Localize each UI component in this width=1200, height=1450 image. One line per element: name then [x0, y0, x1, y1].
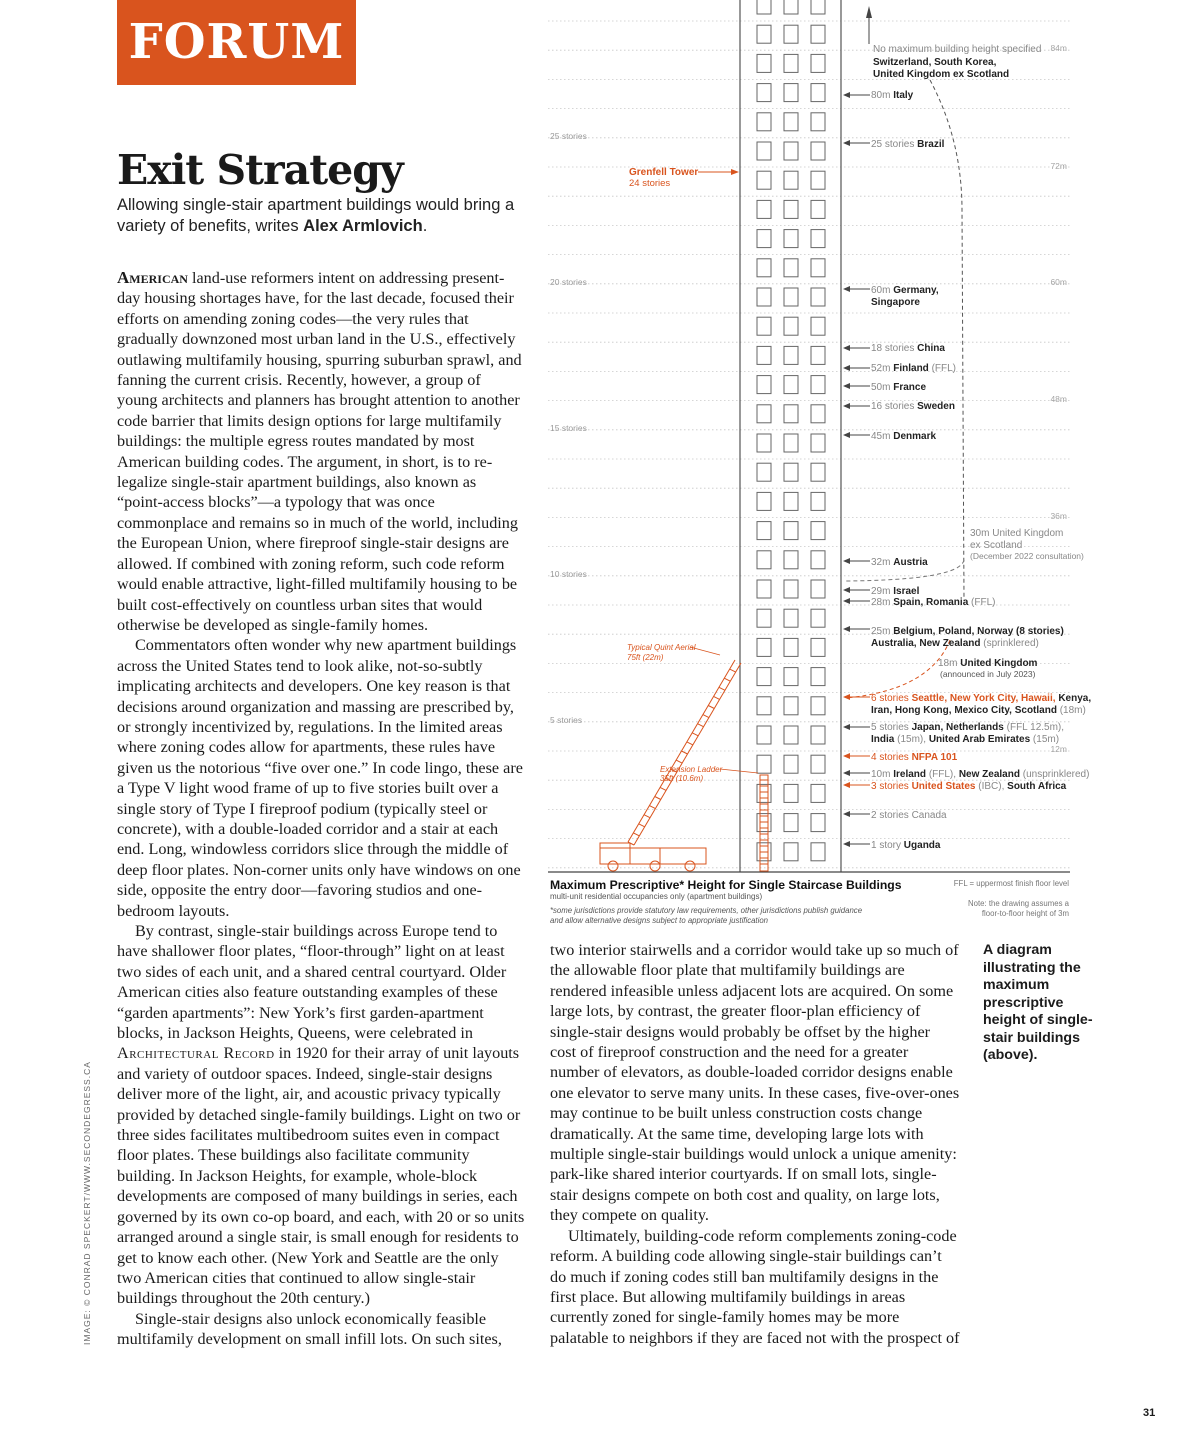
label-uganda: 1 story Uganda [871, 840, 941, 851]
label-uk-2023: 18m United Kingdom [938, 658, 1038, 669]
label-uk-2022-2: ex Scotland [970, 540, 1023, 551]
paragraph-6: Ultimately, building-code reform complements zoning-code reform. A building code allowing single-stair buildings can’t do much if zoning codes still ban multifamily designs in the first place. But allowing multifamily buildings in areas currently zoned for single-family homes may be more palatable to neighbors if they are faced not with the prospect of [550, 1226, 960, 1347]
diagram-footnote-1: *some jurisdictions provide statutory law requirements, other jurisdictions publish guidance [550, 906, 863, 915]
story-label-20: 20 stories [550, 277, 587, 287]
label-brazil: 25 stories Brazil [871, 139, 945, 150]
meter-label-36: 36m [1050, 511, 1067, 521]
dek-end: . [422, 217, 428, 235]
label-singapore: Singapore [871, 297, 920, 308]
diagram-subtitle: multi-unit residential occupancies only (apartment buildings) [550, 892, 763, 901]
height-arrows [843, 92, 870, 847]
label-australia: Australia, New Zealand (sprinklered) [871, 638, 1039, 649]
meter-scale-labels [1050, 43, 1067, 754]
ladder-labels [627, 643, 758, 783]
paragraph-1 [117, 268, 525, 635]
paragraph-3a: By contrast, single-stair buildings across Europe tend to have shallower floor plates, “floor-through” light on at least two sides of each unit, and a shared central courtyard. Older American cities also feature outstanding examples of these “garden apartments”: New York’s first garden-apartment blocks, in Jackson Heights, Queens, were celebrated in [117, 922, 507, 1043]
story-label-25: 25 stories [550, 131, 587, 141]
label-germany: 60m Germany, [871, 285, 939, 296]
label-switzerland: Switzerland, South Korea, [873, 57, 997, 68]
label-nfpa: 4 stories NFPA 101 [871, 752, 958, 763]
page-number: 31 [1143, 1407, 1156, 1419]
publication-name: Architectural Record [117, 1044, 275, 1063]
label-sweden: 16 stories Sweden [871, 401, 955, 412]
label-united-states: 3 stories United States (IBC), South Africa [871, 781, 1067, 792]
story-label-5: 5 stories [550, 715, 583, 725]
tower [740, 0, 841, 872]
diagram-footnote-2: and allow alternative designs subject to appropriate justification [550, 916, 769, 925]
meter-label-72: 72m [1050, 161, 1067, 171]
grenfell-label [629, 167, 739, 189]
label-no-max: No maximum building height specified [873, 44, 1042, 55]
author-name: Alex Armlovich [303, 217, 423, 235]
label-spain: 28m Spain, Romania (FFL) [871, 597, 996, 608]
dek-text: Allowing single-stair apartment buildings would bring a variety of benefits, writes [117, 196, 515, 235]
paragraph-1-text: land-use reformers intent on addressing present-day housing shortages have, for the last decade, focused their efforts on amending zoning codes—the very rules that gradually downzoned most urban land in the U.S., effectively outlawing multifamily housing, spurring suburban sprawl, and fanning the current crisis. Recently, however, a group of young architects and planners has brought attention to another code barrier that limits design options for large multifamily buildings: the multiple egress routes mandated by most American building codes. The argument, in short, is to re-legalize single-stair apartment buildings, also known as “point-access blocks”—a typology that was once commonplace and remains so in much of the world, including the European Union, where fireproof single-stair designs are allowed. If combined with zoning reform, such code reform would enable attractive, light-filled multifamily housing to be built cost-effectively on countless urban sites that would otherwise be developed as single-family homes. [117, 269, 522, 634]
lead-word: American [117, 268, 188, 287]
label-canada: 2 stories Canada [871, 810, 947, 821]
floor-height-note-1: Note: the drawing assumes a [968, 899, 1069, 908]
meter-label-48: 48m [1050, 394, 1067, 404]
label-denmark: 45m Denmark [871, 431, 937, 442]
staircase-diagram [545, 0, 1095, 930]
meter-label-60: 60m [1050, 277, 1067, 287]
label-uk-2022: 30m United Kingdom [970, 528, 1064, 539]
paragraph-5: two interior stairwells and a corridor would take up so much of the allowable floor plate that multifamily buildings are rendered infeasible unless adjacent lots are acquired. On some large lots, by contrast, the greater floor-plan efficiency of single-stair designs would probably be offset by the higher cost of fireproof construction and the need for a greater number of elevators, as double-loaded corridor designs enable one elevator to serve many units. In these cases, five-over-ones may continue to be built unless construction costs change dramatically. At the same time, developing large lots with multiple single-stair buildings would unlock a unique amenity: park-like shared interior courtyards. If on small lots, single-stair designs compete on both cost and quality, on large lots, they compete on quality. [550, 941, 960, 1225]
label-uk-ex-scotland: United Kingdom ex Scotland [873, 69, 1010, 80]
diagram-title: Maximum Prescriptive* Height for Single Staircase Buildings [550, 878, 902, 892]
meter-label-84: 84m [1050, 43, 1067, 53]
svg-text:Extension Ladder: Extension Ladder [660, 765, 723, 774]
story-label-15: 15 stories [550, 423, 587, 433]
figure-caption: A diagram illustrating the maximum prescriptive height of single-stair buildings (above). [983, 942, 1093, 1063]
story-label-10: 10 stories [550, 569, 587, 579]
dek [117, 195, 537, 237]
article-column-2 [550, 940, 960, 1348]
story-scale-labels [550, 131, 587, 725]
label-5-stories-2: India (15m), United Arab Emirates (15m) [871, 734, 1060, 745]
svg-text:35ft (10.6m): 35ft (10.6m) [660, 774, 704, 783]
svg-text:75ft (22m): 75ft (22m) [627, 653, 664, 662]
section-banner: FORUM [117, 0, 356, 85]
label-italy: 80m Italy [871, 90, 914, 101]
uk-dashed-line [930, 80, 964, 600]
label-ireland: 10m Ireland (FFL), New Zealand (unsprinklered) [871, 769, 1090, 780]
paragraph-3b: in 1920 for their array of unit layouts and variety of outdoor spaces. Indeed, single-stair designs deliver more of the light, air, and acoustic privacy typically provided by detached single-family buildings. Light on two or three sides facilitates multibedroom suites even in compact floor plates. These buildings also facilitate community building. In Jackson Heights, for example, whole-block developments are composed of many buildings in series, each governed by its own co-op board, and each, with 20 or so units arranged around a single stair, is small enough for residents to get to know each other. (New York and Seattle are the only two American cities that continued to allow single-stair buildings throughout the 20th century.) [117, 1044, 525, 1308]
label-uk-2022-note: (December 2022 consultation) [970, 551, 1084, 561]
ffl-note: FFL = uppermost finish floor level [953, 879, 1069, 888]
tower-windows [757, 0, 825, 861]
svg-text:Typical Quint Aerial: Typical Quint Aerial [627, 643, 696, 652]
headline: Exit Strategy [117, 146, 403, 194]
label-6-stories: 6 stories Seattle, New York City, Hawaii, Kenya, [871, 693, 1092, 704]
paragraph-2: Commentators often wonder why new apartment buildings across the United States tend to look alike, not-so-subtly implicating architects and developers. One key reason is that decisions around organization and massing are prescribed by, or strongly incentivized by, regulations. In the limited areas where zoning codes allow for apartments, these rules have given us the notorious “five over one.” In code lingo, these are a Type V light wood frame of up to five stories built over a single story of Type I fireproof podium (typically steel or concrete), with a double-loaded corridor and a stair at each end. Long, windowless corridors slice through the middle of deep floor plates. Non-corner units only have windows on one side, opposite the entry door—favoring studios and one-bedroom layouts. [117, 636, 523, 920]
label-china: 18 stories China [871, 343, 945, 354]
svg-text:Grenfell Tower: Grenfell Tower [629, 167, 699, 178]
floor-height-note-2: floor-to-floor height of 3m [981, 909, 1069, 918]
label-uk-2023-note: (announced in July 2023) [940, 669, 1036, 679]
label-finland: 52m Finland (FFL) [871, 363, 957, 374]
label-austria: 32m Austria [871, 557, 928, 568]
label-france: 50m France [871, 382, 927, 393]
paragraph-3 [117, 921, 525, 1309]
article-column-1 [117, 268, 525, 1350]
image-credit: IMAGE: © CONRAD SPECKERT/WWW.SECONDEGRESS.CA [82, 1061, 92, 1345]
label-6-stories-2: Iran, Hong Kong, Mexico City, Scotland (18m) [871, 705, 1086, 716]
paragraph-4: Single-stair designs also unlock economically feasible multifamily development on small infill lots. On such sites, [117, 1309, 502, 1349]
svg-text:24 stories: 24 stories [629, 178, 671, 189]
meter-label-12: 12m [1050, 744, 1067, 754]
label-israel: 29m Israel [871, 586, 920, 597]
label-belgium: 25m Belgium, Poland, Norway (8 stories) [871, 626, 1064, 637]
label-5-stories: 5 stories Japan, Netherlands (FFL 12.5m), [871, 722, 1065, 733]
